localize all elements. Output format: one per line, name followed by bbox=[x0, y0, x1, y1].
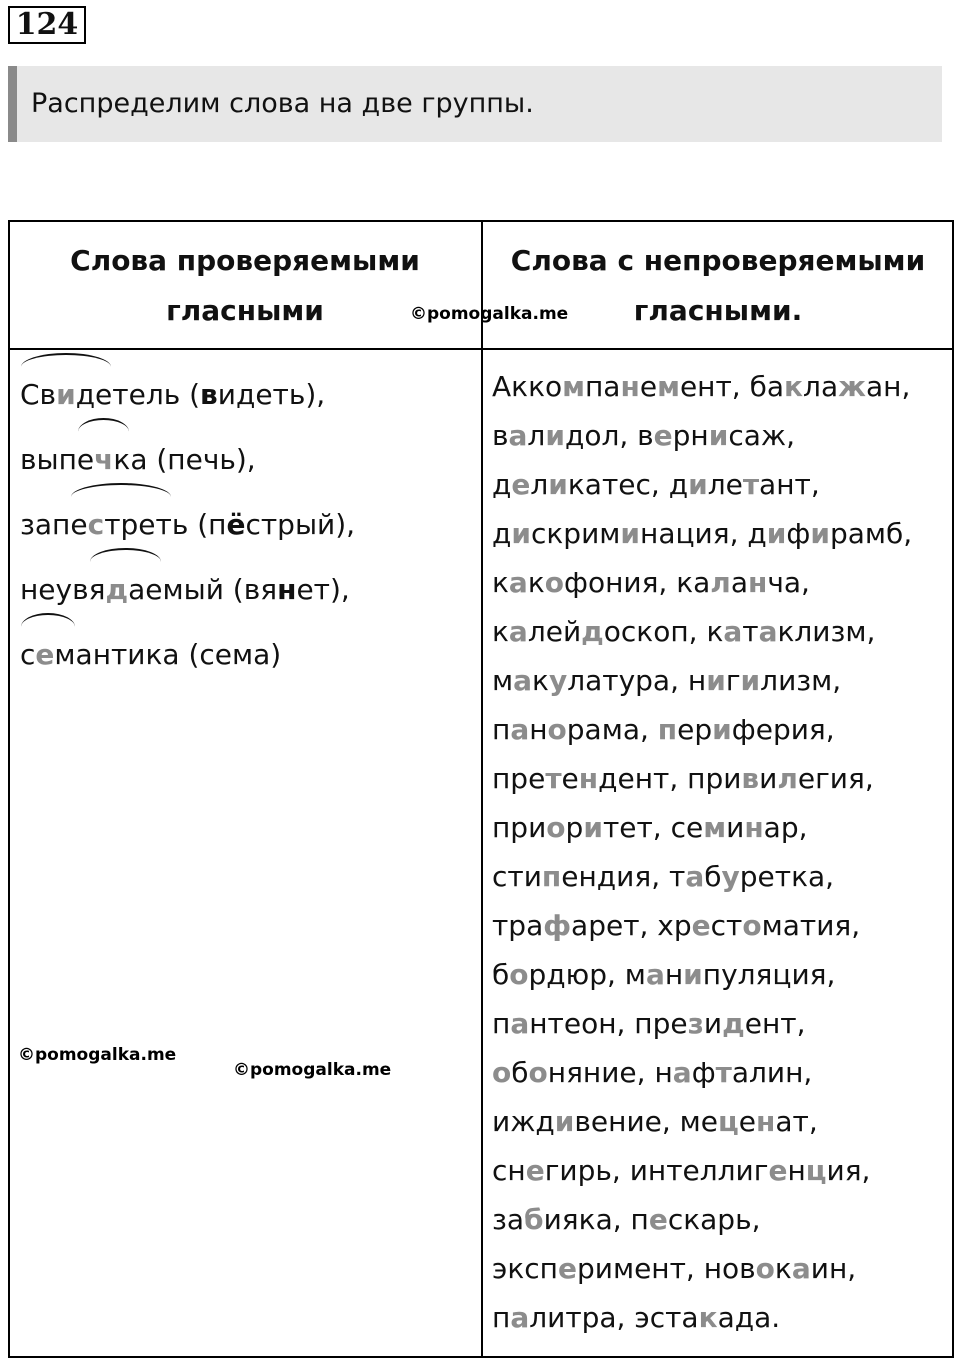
uncheckable-word-row: трафарет, хрестоматия, bbox=[492, 909, 861, 942]
uncheckable-word-row: стипендия, табуретка, bbox=[492, 860, 835, 893]
uncheckable-word-row: деликатес, дилетант, bbox=[492, 468, 820, 501]
uncheckable-word-row: калейдоскоп, катаклизм, bbox=[492, 615, 876, 648]
uncheckable-word-row: претендент, привилегия, bbox=[492, 762, 874, 795]
checkable-word-row: зап естреть (пёстрый), bbox=[20, 492, 355, 557]
checkable-word-row: Свидетель (видеть), bbox=[20, 362, 355, 427]
watermark: ©pomogalka.me bbox=[233, 1060, 392, 1080]
uncheckable-word-row: дискриминация, дифирамб, bbox=[492, 517, 913, 550]
word-root: ядае bbox=[89, 557, 163, 622]
uncheckable-word-row: приоритет, семинар, bbox=[492, 811, 808, 844]
intro-text: Распределим слова на две группы. bbox=[8, 66, 942, 142]
header-uncheckable-line1: Слова с непроверяемыми bbox=[510, 244, 926, 277]
uncheckable-word-row: забияка, пескарь, bbox=[492, 1203, 761, 1236]
checkable-word-row: семантика (сема) bbox=[20, 622, 355, 687]
watermark: ©pomogalka.me bbox=[18, 1045, 177, 1065]
root-arc bbox=[21, 353, 111, 367]
uncheckable-word-row: Аккомпанемент, баклажан, bbox=[492, 370, 911, 403]
header-divider bbox=[10, 348, 952, 350]
uncheckable-word-row: палитра, эстакада. bbox=[492, 1301, 781, 1334]
header-uncheckable-line2: гласными. bbox=[633, 294, 803, 327]
uncheckable-word-row: валидол, вернисаж, bbox=[492, 419, 796, 452]
word-root: ечк bbox=[77, 427, 130, 492]
words-table bbox=[8, 220, 954, 1358]
column-divider bbox=[481, 222, 483, 1356]
word-root: сем bbox=[20, 622, 76, 687]
uncheckable-word-row: иждивение, меценат, bbox=[492, 1105, 818, 1138]
uncheckable-word-row: пантеон, президент, bbox=[492, 1007, 806, 1040]
header-checkable-line2: гласными bbox=[166, 294, 324, 327]
header-checkable-line1: Слова проверяемыми bbox=[70, 244, 420, 277]
word-root: естрет bbox=[70, 492, 171, 557]
uncheckable-word-row: эксперимент, новокаин, bbox=[492, 1252, 857, 1285]
uncheckable-word-row: обоняние, нафталин, bbox=[492, 1056, 813, 1089]
uncheckable-word-row: какофония, каланча, bbox=[492, 566, 810, 599]
watermark: ©pomogalka.me bbox=[410, 304, 569, 324]
task-number: 124 bbox=[8, 6, 86, 44]
word-root: Свиде bbox=[20, 362, 112, 427]
uncheckable-word-row: панорама, периферия, bbox=[492, 713, 835, 746]
uncheckable-word-row: макулатура, нигилизм, bbox=[492, 664, 842, 697]
checkable-words-list bbox=[20, 362, 355, 687]
checkable-word-row: неув ядаемый (вянет), bbox=[20, 557, 355, 622]
checkable-word-row: вып ечка (печь), bbox=[20, 427, 355, 492]
uncheckable-word-row: снегирь, интеллигенция, bbox=[492, 1154, 871, 1187]
uncheckable-word-row: бордюр, манипуляция, bbox=[492, 958, 836, 991]
uncheckable-words-list bbox=[492, 362, 912, 1342]
